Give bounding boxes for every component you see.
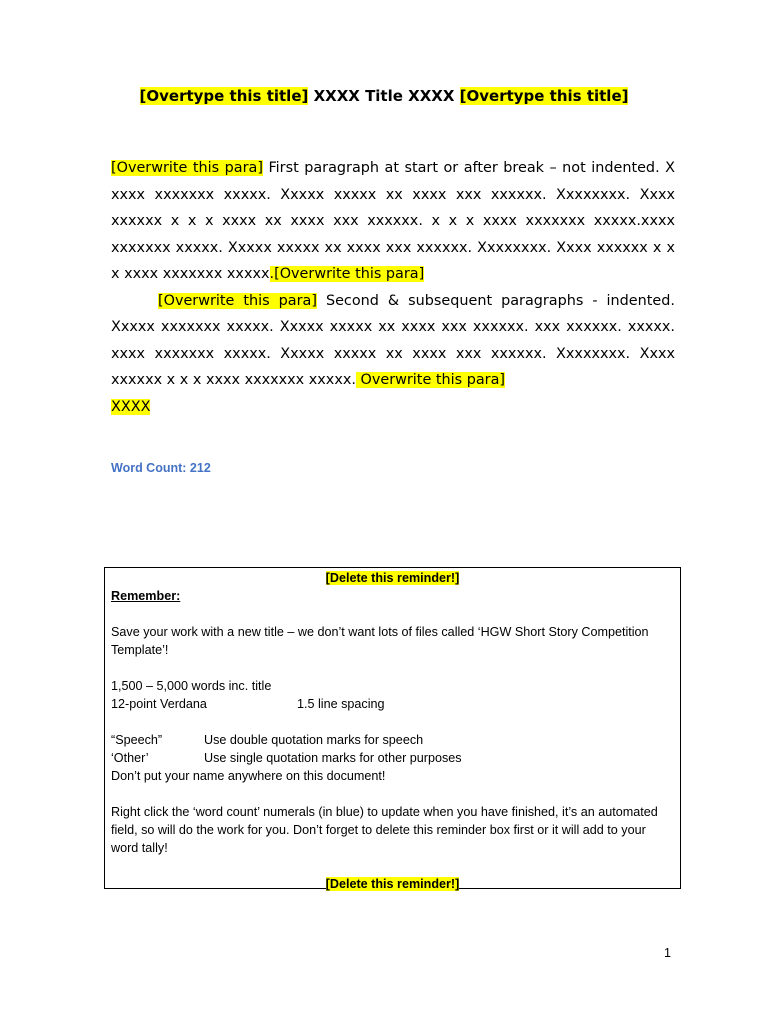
speech-label: “Speech” [111, 733, 163, 747]
reminder-wordcount-line: Right click the ‘word count’ numerals (in blue) to update when you have finished, it’s an automated field, so will do the work for you. Don’t forget to delete this reminder box first or it will add to your word tally! [111, 805, 658, 855]
other-label: ‘Other’ [111, 751, 149, 765]
paragraph-closing[interactable] [111, 394, 675, 421]
other-text: Use single quotation marks for other purposes [204, 751, 462, 765]
reminder-save-line: Save your work with a new title – we don’t want lots of files called ‘HGW Short Story Competition Template’! [111, 625, 649, 657]
page-number: 1 [664, 946, 671, 960]
reminder-words-line: 1,500 – 5,000 words inc. title [111, 679, 272, 693]
speech-text: Use double quotation marks for speech [204, 733, 424, 747]
para1-tail-placeholder[interactable]: .[Overwrite this para] [269, 266, 425, 282]
reminder-spacing: 1.5 line spacing [297, 697, 385, 711]
reminder-font: 12-point Verdana [111, 697, 207, 711]
paragraph-second[interactable] [111, 288, 675, 394]
reminder-speech-line [111, 731, 674, 749]
delete-reminder-bottom: [Delete this reminder!] [325, 877, 460, 891]
story-body[interactable] [111, 155, 675, 420]
reminder-box[interactable] [104, 567, 681, 889]
para1-placeholder[interactable]: [Overwrite this para] [111, 160, 263, 176]
para2-text[interactable]: Second & subsequent paragraphs - indented. Xxxxx xxxxxxx xxxxx. Xxxxx xxxxx xx xxxx xxx xxxxxx. xxx xxxxxx. xxxxx. xxxx xxxxxxx xxxxx. Xxxxx xxxxx xx xxxx xxx xxxxxx. Xxxxxxxx. Xxxx xxxxxx x x x xxxx xxxxxxx xxxxx. [111, 292, 675, 388]
document-title[interactable] [0, 86, 768, 106]
title-text[interactable]: XXXX Title XXXX [308, 87, 460, 105]
word-count-label: Word Count: [111, 461, 190, 475]
reminder-other-line [111, 749, 674, 767]
word-count-value[interactable]: 212 [189, 461, 211, 475]
para2-tail-placeholder[interactable]: Overwrite this para] [355, 372, 506, 388]
reminder-heading: Remember: [111, 589, 181, 603]
paragraph-first[interactable] [111, 155, 675, 288]
delete-reminder-top: [Delete this reminder!] [325, 571, 460, 585]
reminder-name-line: Don’t put your name anywhere on this document! [111, 769, 386, 783]
para2-placeholder[interactable]: [Overwrite this para] [158, 292, 317, 309]
title-placeholder-right[interactable]: [Overtype this title] [459, 87, 629, 105]
closing-placeholder[interactable]: XXXX [111, 398, 151, 415]
word-count-field[interactable] [111, 461, 211, 475]
title-placeholder-left[interactable]: [Overtype this title] [139, 87, 309, 105]
para1-text[interactable]: First paragraph at start or after break – not indented. X xxxx xxxxxxx xxxxx. Xxxxx xxxxx xx xxxx xxx xxxxxx. Xxxxxxxx. Xxxx xxxxxx x x x xxxx xx xxxx xxx xxxxxx. x x x xxxx xxxxxxx xxxxx.xxxx xxxxxxx xxxxx. Xxxxx xxxxx xx xxxx xxx xxxxxx. Xxxxxxxx. Xxxx xxxxxx x x x xxxx xxxxxxx xxxxx [111, 160, 675, 282]
reminder-format-line [111, 695, 674, 713]
